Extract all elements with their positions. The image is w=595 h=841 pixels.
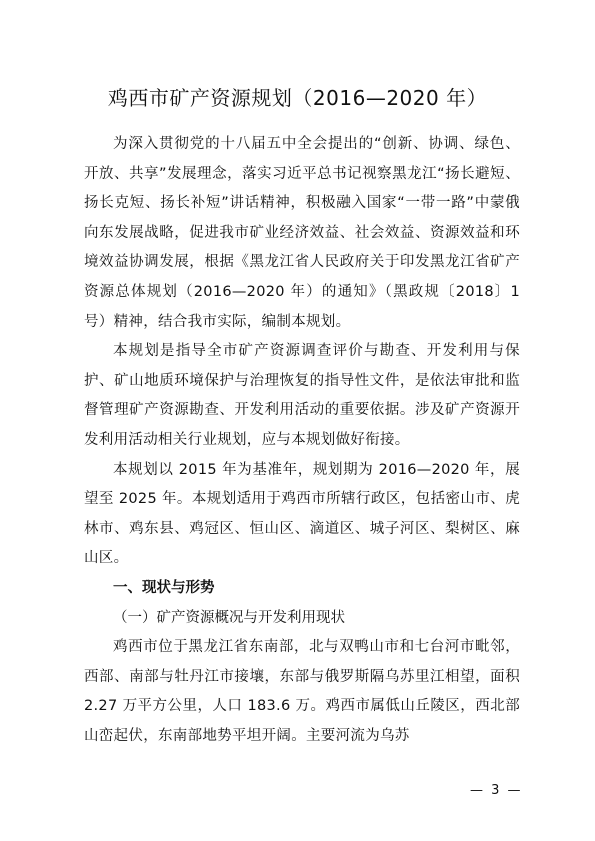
document-body [84, 130, 520, 751]
page-number: — 3 — [470, 783, 523, 798]
document-title: 鸡西市矿产资源规划（2016—2020 年） [107, 86, 488, 110]
paragraph: 为深入贯彻党的十八届五中全会提出的“创新、协调、绿色、开放、共享”发展理念，落实习近平总书记视察黑龙江“扬长避短、扬长克短、扬长补短”讲话精神，积极融入国家“一带一路”中蒙俄向东发展战略，促进我市矿业经济效益、社会效益、资源效益和环境效益协调发展，根据《黑龙江省人民政府关于印发黑龙江省矿产资源总体规划（2016—2020 年）的通知》（黑政规〔2018〕1 号）精神，结合我市实际，编制本规划。 [84, 136, 520, 330]
subsection-heading: （一）矿产资源概况与开发利用现状 [113, 609, 345, 626]
paragraph: 本规划是指导全市矿产资源调查评价与勘查、开发利用与保护、矿山地质环境保护与治理恢复的指导性文件，是依法审批和监督管理矿产资源勘查、开发利用活动的重要依据。涉及矿产资源开发利用活动相关行业规划，应与本规划做好衔接。 [84, 343, 520, 448]
paragraph: 本规划以 2015 年为基准年，规划期为 2016—2020 年，展望至 2025 年。本规划适用于鸡西市所辖行政区，包括密山市、虎林市、鸡东县、鸡冠区、恒山区、滴道区、城子河区、梨树区、麻山区。 [84, 461, 520, 567]
section-heading: 一、现状与形势 [113, 579, 215, 596]
paragraph: 鸡西市位于黑龙江省东南部，北与双鸭山市和七台河市毗邻，西部、南部与牡丹江市接壤，东部与俄罗斯隔乌苏里江相望，面积 2.27 万平方公里，人口 183.6 万。鸡西市属低山丘陵区，西北部山峦起伏，东南部地势平坦开阔。主要河流为乌苏 [84, 639, 520, 744]
